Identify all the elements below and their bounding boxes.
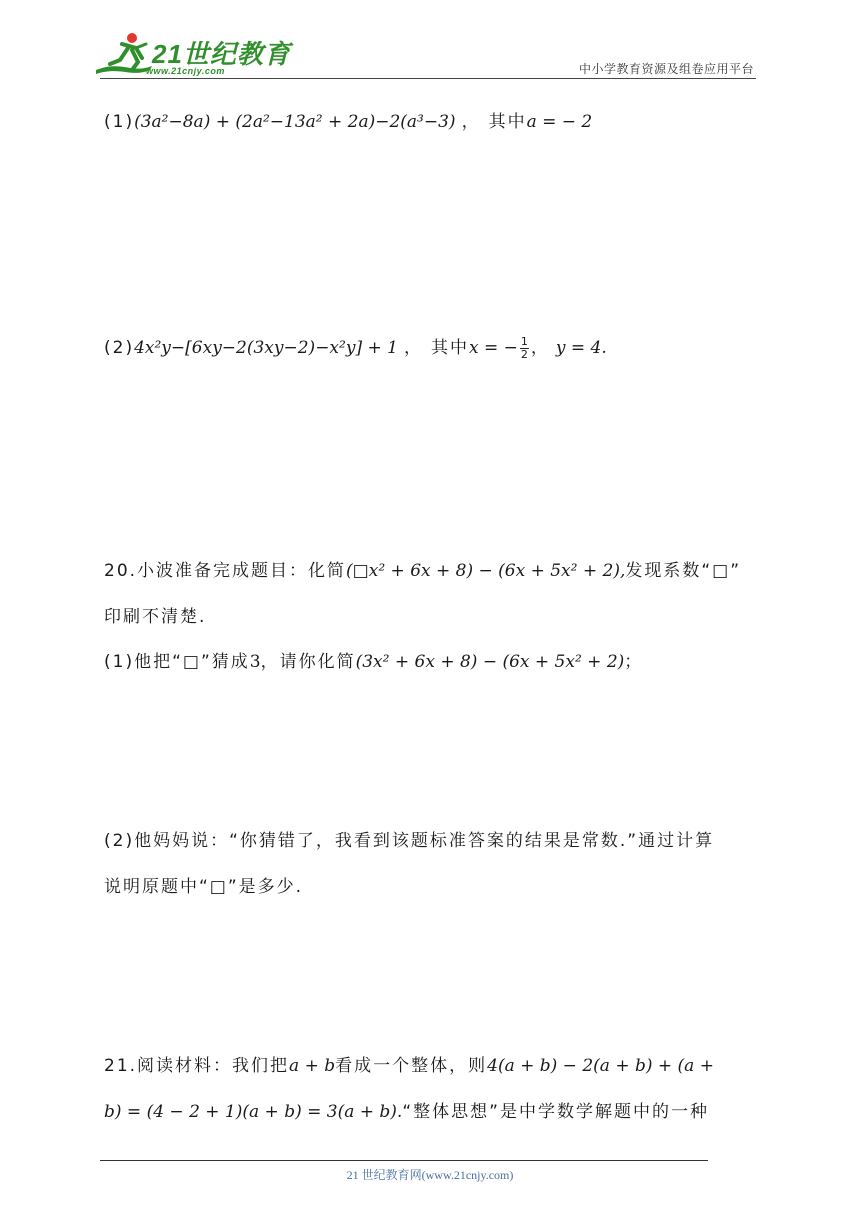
q20-part1: (1)他把“□”猜成3，请你化简(3x² + 6x + 8) − (6x + 5x² + 2)； (104, 652, 644, 672)
q19-part2: (2)4x²y−[6xy−2(3xy−2)−x²y] + 1 ， 其中x = − $\frac{1}{2}$ ， y = 4. (104, 335, 607, 361)
q21-line1: 21.阅读材料：我们把a + b看成一个整体，则4(a + b) − 2(a + b) + (a + (104, 1056, 714, 1076)
q19-part1-condition: a = − 2 (526, 112, 593, 132)
q20-part1-expression: (3x² + 6x + 8) − (6x + 5x² + 2) (355, 652, 625, 672)
q19-part1: (1)(3a²−8a) + (2a²−13a² + 2a)−2(a³−3) ， 其中a = − 2 (104, 112, 593, 132)
header-divider (100, 78, 756, 79)
logo-url: www.21cnjy.com (146, 66, 225, 76)
q19-part2-expression: 4x²y−[6xy−2(3xy−2)−x²y] + 1 (134, 338, 398, 359)
q20-stem-expression: (□x² + 6x + 8) − (6x + 5x² + 2), (346, 561, 626, 581)
footer-text: 21 世纪教育网(www.21cnjy.com) (346, 1168, 514, 1182)
logo-text: 21世纪教育 (152, 39, 291, 69)
q20-part2: (2)他妈妈说：“你猜错了，我看到该题标准答案的结果是常数.”通过计算 (104, 831, 715, 851)
q21-expression-cont: b) = (4 − 2 + 1)(a + b) = 3(a + b). (104, 1102, 403, 1122)
q21-line2: b) = (4 − 2 + 1)(a + b) = 3(a + b).“整体思想”是中学数学解题中的一种 (104, 1102, 709, 1122)
q19-part1-expression: (3a²−8a) + (2a²−13a² + 2a)−2(a³−3) (134, 112, 456, 132)
q20-stem-line2: 印刷不清楚. (104, 607, 207, 627)
question-number: 20. (104, 561, 138, 581)
q21-expression: 4(a + b) − 2(a + b) + (a + (487, 1056, 714, 1076)
platform-name: 中小学教育资源及组卷应用平台 (578, 62, 754, 76)
fraction-one-half: $\frac{1}{2}$ (520, 335, 528, 361)
q20-part2-line2: 说明原题中“□”是多少. (104, 877, 304, 897)
question-number: 21. (104, 1056, 138, 1076)
footer-divider (100, 1160, 708, 1161)
page-header (0, 0, 860, 80)
q20-stem: 20.小波准备完成题目：化简(□x² + 6x + 8) − (6x + 5x² + 2),发现系数“□” (104, 561, 742, 581)
